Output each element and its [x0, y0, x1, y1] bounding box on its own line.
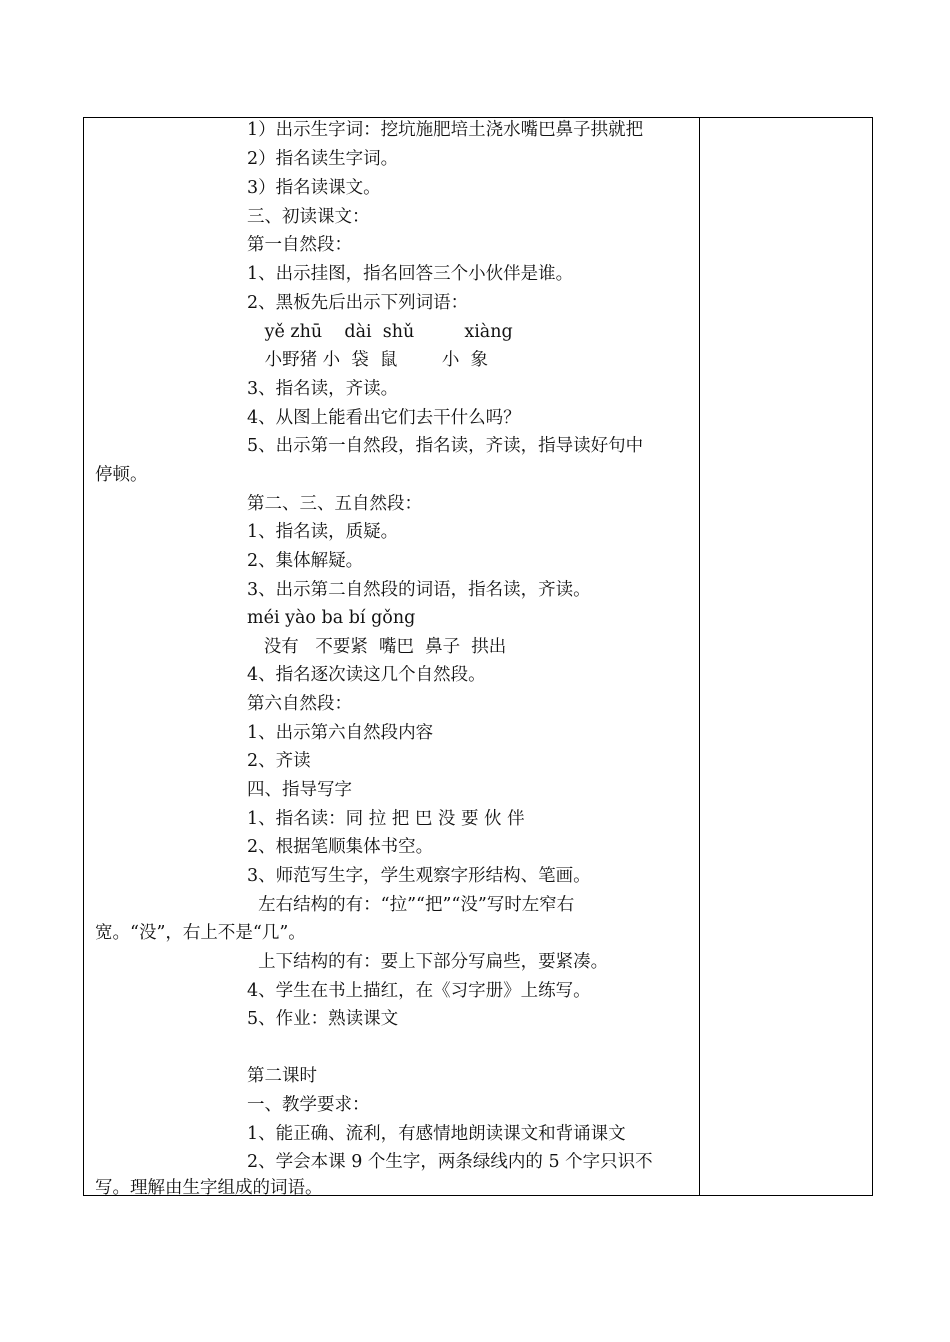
text-line: 2、集体解疑。 — [247, 551, 364, 571]
text-line: 1、指名读：同 拉 把 巴 没 要 伙 伴 — [247, 809, 525, 829]
text-line: 1）出示生字词：挖坑施肥培土浇水嘴巴鼻子拱就把 — [247, 120, 644, 140]
text-line: 5、作业：熟读课文 — [247, 1009, 399, 1029]
text-line: 3）指名读课文。 — [247, 178, 381, 198]
text-line: 4、学生在书上描红，在《习字册》上练写。 — [247, 981, 591, 1001]
section-heading: 一、教学要求： — [247, 1095, 370, 1115]
text-line: 2）指名读生字词。 — [247, 149, 399, 169]
pinyin-line: méi yào ba bí gǒng — [247, 608, 416, 628]
subsection-heading: 第一自然段： — [247, 235, 352, 255]
text-line: 4、从图上能看出它们去干什么吗？ — [247, 408, 521, 428]
text-line-continued: 宽。“没”，右上不是“几”。 — [95, 923, 306, 943]
text-line: 2、黑板先后出示下列词语： — [247, 293, 469, 313]
text-line: 1、指名读，质疑。 — [247, 522, 399, 542]
text-line-continued: 写。理解由生字组成的词语。 — [95, 1178, 323, 1198]
text-line-continued: 停顿。 — [95, 465, 148, 485]
lesson-period-heading: 第二课时 — [247, 1066, 317, 1086]
subsection-heading: 第六自然段： — [247, 694, 352, 714]
text-line: 1、能正确、流利，有感情地朗读课文和背诵课文 — [247, 1124, 626, 1144]
text-line: 2、学会本课 9 个生字，两条绿线内的 5 个字只识不 — [247, 1152, 653, 1172]
lesson-content-cell — [84, 118, 699, 1198]
text-line: 上下结构的有：要上下部分写扁些，要紧凑。 — [247, 952, 609, 972]
notes-cell — [700, 118, 872, 1195]
text-line: 左右结构的有：“拉”“把”“没”写时左窄右 — [247, 895, 575, 915]
text-line: 4、指名逐次读这几个自然段。 — [247, 665, 486, 685]
section-heading: 四、指导写字 — [247, 780, 352, 800]
text-line: 3、指名读，齐读。 — [247, 379, 399, 399]
text-line: 5、出示第一自然段，指名读，齐读，指导读好句中 — [247, 436, 644, 456]
vocabulary-line: 没有 不要紧 嘴巴 鼻子 拱出 — [247, 637, 507, 657]
vocabulary-line: 小野猪 小 袋 鼠 小 象 — [259, 350, 489, 370]
text-line: 2、根据笔顺集体书空。 — [247, 837, 434, 857]
text-line: 1、出示第六自然段内容 — [247, 723, 434, 743]
text-line: 2、齐读 — [247, 751, 311, 771]
text-line: 3、出示第二自然段的词语，指名读，齐读。 — [247, 580, 591, 600]
pinyin-line: yě zhū dài shǔ xiàng — [259, 322, 513, 342]
text-line: 1、出示挂图，指名回答三个小伙伴是谁。 — [247, 264, 574, 284]
text-line: 3、师范写生字，学生观察字形结构、笔画。 — [247, 866, 591, 886]
section-heading: 三、初读课文： — [247, 207, 370, 227]
subsection-heading: 第二、三、五自然段： — [247, 494, 422, 514]
